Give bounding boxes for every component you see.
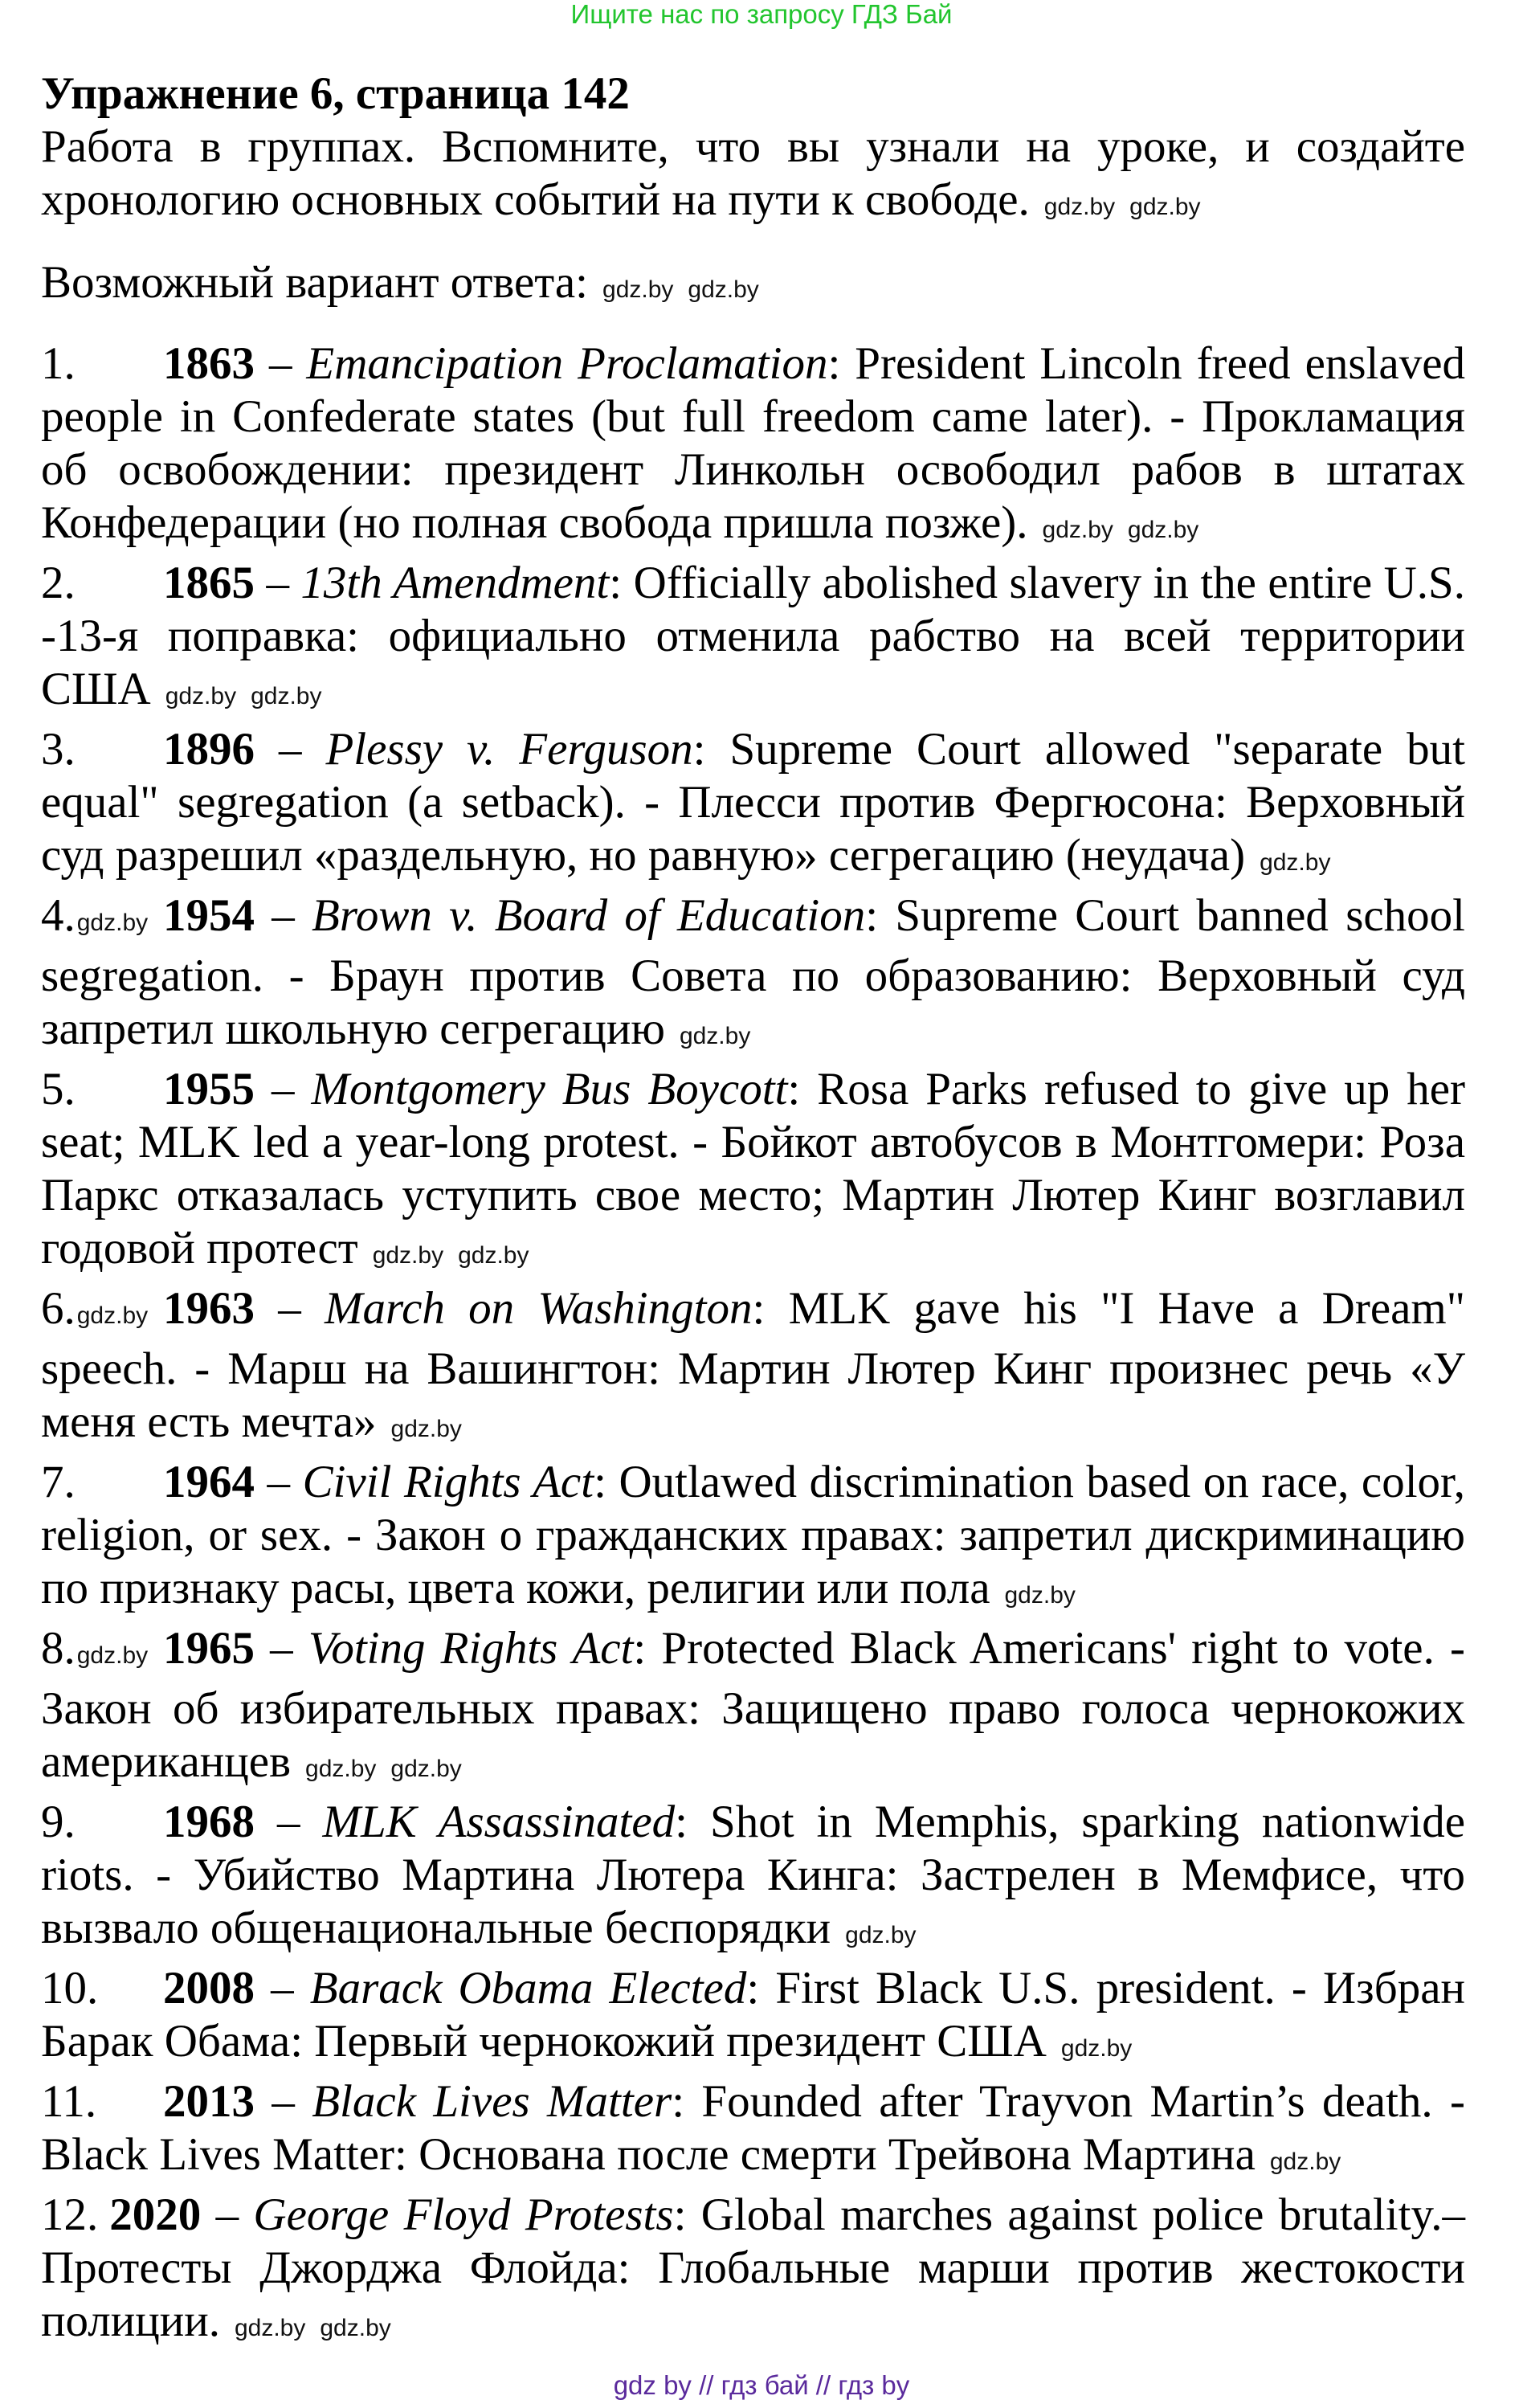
item-title: Emancipation Proclamation — [306, 338, 828, 389]
item-dash: – — [201, 2189, 254, 2240]
item-number-cell — [41, 723, 163, 776]
answer-intro: Возможный вариант ответа: — [41, 257, 589, 308]
watermark: gdz.by — [251, 683, 322, 709]
timeline-list — [41, 337, 1465, 2355]
item-title: Barack Obama Elected — [309, 1963, 747, 2013]
document-body — [41, 0, 1465, 2355]
item-year: 2008 — [163, 1963, 255, 2013]
item-title: Brown v. Board of Education — [312, 890, 866, 941]
watermark: gdz.by — [1042, 517, 1113, 543]
item-number: 9. — [41, 1797, 76, 1847]
item-number: 1. — [41, 338, 76, 389]
watermark: gdz.by — [679, 1023, 751, 1049]
item-title: March on Washington — [325, 1283, 753, 1334]
watermark: gdz.by — [390, 1756, 462, 1782]
item-year: 1865 — [163, 558, 255, 608]
item-year: 2013 — [163, 2076, 255, 2127]
item-number-cell — [41, 1456, 163, 1509]
item-title: Montgomery Bus Boycott — [311, 1064, 788, 1114]
watermark: gdz.by — [390, 1416, 462, 1442]
item-year: 2020 — [109, 2189, 202, 2240]
item-title: Voting Rights Act — [308, 1623, 634, 1674]
item-text: : Supreme Court banned school segregation. - Браун против Совета по образованию: Верховный суд запретил школьную сегрегацию — [41, 890, 1466, 1054]
watermark: gdz.by — [320, 2315, 391, 2341]
footer-links: gdz by // гдз бай // гдз by — [613, 2370, 910, 2400]
item-dash: – — [255, 1797, 323, 1847]
watermark: gdz.by — [234, 2315, 306, 2341]
item-text: : Global marches against police brutality.– Протесты Джорджа Флойда: Глобальные марши против жестокости полиции. — [41, 2189, 1465, 2346]
item-number-cell — [41, 1796, 163, 1849]
watermark: gdz.by — [76, 910, 149, 936]
item-title: Civil Rights Act — [302, 1457, 594, 1507]
item-number: 12. — [41, 2189, 99, 2240]
item-number-cell — [41, 1622, 163, 1682]
timeline-item — [41, 723, 1465, 889]
task-paragraph — [41, 121, 1465, 234]
item-number-cell — [41, 557, 163, 610]
item-year: 1968 — [163, 1797, 255, 1847]
watermark: gdz.by — [1129, 194, 1201, 220]
watermark: gdz.by — [1043, 194, 1116, 220]
timeline-item — [41, 557, 1465, 723]
item-number-cell — [41, 2189, 98, 2242]
item-dash: – — [255, 1064, 312, 1114]
item-text: : Protected Black Americans' right to vote. - Закон об избирательных правах: Защищено право голоса чернокожих американцев — [41, 1623, 1465, 1787]
item-number: 2. — [41, 558, 76, 608]
item-number-cell — [41, 1962, 163, 2015]
answer-intro-line — [41, 256, 1465, 317]
watermark: gdz.by — [305, 1756, 377, 1782]
item-title: George Floyd Protests — [253, 2189, 674, 2240]
watermark: gdz.by — [1269, 2148, 1341, 2175]
item-number-cell — [41, 1063, 163, 1116]
item-year: 1896 — [163, 724, 255, 775]
item-dash: – — [255, 724, 326, 775]
item-year: 1965 — [163, 1623, 255, 1674]
item-year: 1954 — [163, 890, 255, 941]
item-year: 1963 — [163, 1283, 255, 1334]
timeline-item — [41, 1063, 1465, 1282]
timeline-item — [41, 1456, 1465, 1622]
item-title: MLK Assassinated — [322, 1797, 676, 1847]
item-year: 1964 — [163, 1457, 255, 1507]
watermark: gdz.by — [1260, 849, 1331, 876]
item-dash: – — [255, 1457, 303, 1507]
timeline-item — [41, 1282, 1465, 1456]
item-number-cell — [41, 2075, 163, 2128]
watermark: gdz.by — [1127, 517, 1199, 543]
watermark: gdz.by — [165, 683, 237, 709]
item-dash: – — [255, 1963, 310, 2013]
timeline-item — [41, 889, 1465, 1063]
timeline-item — [41, 2189, 1465, 2355]
item-year: 1863 — [163, 338, 255, 389]
timeline-item — [41, 1622, 1465, 1796]
item-number: 5. — [41, 1064, 76, 1114]
item-title: Black Lives Matter — [312, 2076, 672, 2127]
item-text: : Outlawed discrimination based on race, color, religion, or sex. - Закон о гражданских правах: запретил дискриминацию по признаку расы, цвета кожи, религии или пола — [41, 1457, 1465, 1613]
timeline-item — [41, 2075, 1465, 2189]
item-text: : Supreme Court allowed "separate but equal" segregation (a setback). - Плесси против Фергюсона: Верховный суд разрешил «раздельную, но равную» сегрегацию (неудача) — [41, 724, 1466, 881]
item-number: 8. — [41, 1623, 76, 1674]
exercise-heading: Упражнение 6, страница 142 — [41, 68, 630, 119]
item-number: 11. — [41, 2076, 97, 2127]
task-text: Работа в группах. Вспомните, что вы узнали на уроке, и создайте хронологию основных событий на пути к свободе. — [41, 121, 1465, 225]
item-number: 10. — [41, 1963, 99, 2013]
item-year: 1955 — [163, 1064, 255, 1114]
watermark: gdz.by — [458, 1242, 529, 1269]
item-text: : Officially abolished slavery in the entire U.S. -13-я поправка: официально отменила рабство на всей территории США — [41, 558, 1466, 714]
item-number-cell — [41, 337, 163, 390]
watermark: gdz.by — [1060, 2035, 1133, 2062]
timeline-item — [41, 337, 1465, 557]
item-dash: – — [255, 1623, 308, 1674]
item-number-cell — [41, 1282, 163, 1343]
watermark: gdz.by — [688, 276, 759, 303]
item-dash: – — [255, 338, 307, 389]
item-text: : Founded after Trayvon Martin’s death. - Black Lives Matter: Основана после смерти Трейвона Мартина — [41, 2076, 1466, 2180]
timeline-item — [41, 1796, 1465, 1962]
item-text: : First Black U.S. president. - Избран Барак Обама: Первый чернокожий президент США — [41, 1963, 1465, 2067]
watermark: gdz.by — [372, 1242, 444, 1269]
item-dash: – — [255, 558, 301, 608]
item-text: : Shot in Memphis, sparking nationwide riots. - Убийство Мартина Лютера Кинга: Застрелен в Мемфисе, что вызвало общенациональные беспорядки — [41, 1797, 1465, 1953]
item-dash: – — [255, 890, 312, 941]
item-title: Plessy v. Ferguson — [325, 724, 693, 775]
item-dash: – — [255, 2076, 312, 2127]
item-number: 6. — [41, 1283, 76, 1334]
item-title: 13th Amendment — [300, 558, 610, 608]
timeline-item — [41, 1962, 1465, 2075]
watermark: gdz.by — [76, 1642, 149, 1669]
item-text: : President Lincoln freed enslaved people in Confederate states (but full freedom came later). - Прокламация об освобождении: президент Линкольн освободил рабов в штатах Конфедерации (но полная свобода пришла позже). — [41, 338, 1465, 548]
item-number: 7. — [41, 1457, 76, 1507]
item-dash: – — [255, 1283, 325, 1334]
watermark: gdz.by — [845, 1922, 917, 1948]
watermark: gdz.by — [76, 1302, 149, 1329]
item-text: : Rosa Parks refused to give up her seat; MLK led a year-long protest. - Бойкот автобусов в Монтгомери: Роза Паркс отказалась уступить свое место; Мартин Лютер Кинг возглавил годовой протест — [41, 1064, 1466, 1274]
item-number: 3. — [41, 724, 76, 775]
search-banner: Ищите нас по запросу ГДЗ Бай — [570, 0, 953, 29]
item-number-cell — [41, 889, 163, 950]
item-number: 4. — [41, 890, 76, 941]
item-text: : MLK gave his "I Have a Dream" speech. - Марш на Вашингтон: Мартин Лютер Кинг произнес речь «У меня есть мечта» — [41, 1283, 1466, 1447]
watermark: gdz.by — [602, 276, 674, 303]
watermark: gdz.by — [1004, 1582, 1076, 1609]
